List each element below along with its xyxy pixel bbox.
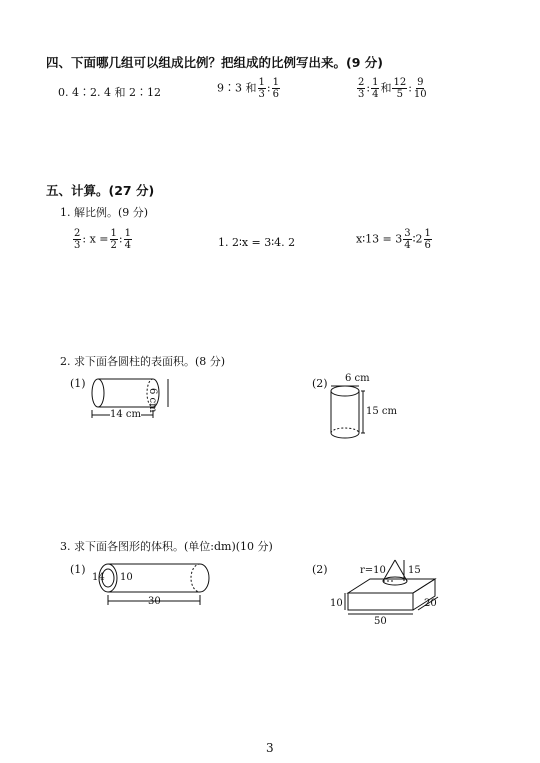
fraction: $\frac{1}{4}$ xyxy=(372,77,379,100)
fraction: $\frac{3}{4}$ xyxy=(404,228,411,251)
page-number: 3 xyxy=(266,741,274,755)
q2-fig2-height: 15 cm xyxy=(366,406,397,417)
q1-eq2: 1. 2∶x = 3∶4. 2 xyxy=(218,236,296,249)
fraction: $\frac{1}{6}$ xyxy=(424,228,431,251)
section4-item1: 0. 4∶2. 4 和 2∶12 xyxy=(58,86,161,99)
q2-fig1-label: (1) xyxy=(70,377,86,390)
q2-fig1-length: 14 cm xyxy=(110,409,141,420)
fraction: $\frac{1}{6}$ xyxy=(272,77,279,100)
q3-fig2-height: 10 xyxy=(330,598,343,609)
q3-fig2-width: 20 xyxy=(424,598,437,609)
q1-eq1: $\frac{2}{3}$ : x = $\frac{1}{2}$ : $\frac{1}{4}$ xyxy=(74,228,131,251)
q3-fig1-length: 30 xyxy=(148,596,161,607)
q3-fig2-label: (2) xyxy=(312,563,328,576)
fraction: $\frac{12}{5}$ xyxy=(393,77,407,100)
fraction: $\frac{9}{10}$ xyxy=(413,77,427,100)
item2-prefix: 9∶3 和 xyxy=(217,81,257,95)
section4-item3: $\frac{2}{3}$ : $\frac{1}{4}$ 和 $\frac{12}{5}$ : $\frac{9}{10}$ xyxy=(358,77,427,100)
section5-title: 五、计算。(27 分) xyxy=(46,183,155,198)
section4-item2: 9∶3 和 $\frac{1}{3}$ : $\frac{1}{6}$ xyxy=(217,77,279,100)
q3-fig1-outer: 14 xyxy=(92,572,105,583)
q3-fig1-inner: 10 xyxy=(120,572,133,583)
q1-title: 1. 解比例。(9 分) xyxy=(60,206,149,219)
fraction: $\frac{1}{2}$ xyxy=(110,228,117,251)
q3-fig2-solid xyxy=(340,555,440,625)
q3-fig2-length: 50 xyxy=(374,616,387,627)
q3-title: 3. 求下面各图形的体积。(单位:dm)(10 分) xyxy=(60,540,273,553)
fraction: $\frac{1}{4}$ xyxy=(124,228,131,251)
q2-fig2-label: (2) xyxy=(312,377,328,390)
section4-title: 四、下面哪几组可以组成比例？把组成的比例写出来。(9 分) xyxy=(46,55,383,70)
q3-fig2-radius: r=10 xyxy=(360,565,386,576)
q2-title: 2. 求下面各圆柱的表面积。(8 分) xyxy=(60,355,226,368)
q2-fig1-diameter: 6 cm xyxy=(147,388,158,413)
q1-eq3: x∶13 = 3 $\frac{3}{4}$ ∶2 $\frac{1}{6}$ xyxy=(356,228,431,251)
fraction: $\frac{1}{3}$ xyxy=(258,77,265,100)
q3-fig2-cone-height: 15 xyxy=(408,565,421,576)
q2-fig2-diameter: 6 cm xyxy=(345,373,370,384)
q3-fig1-label: (1) xyxy=(70,563,86,576)
fraction: $\frac{2}{3}$ xyxy=(358,77,365,100)
fraction: $\frac{2}{3}$ xyxy=(74,228,81,251)
